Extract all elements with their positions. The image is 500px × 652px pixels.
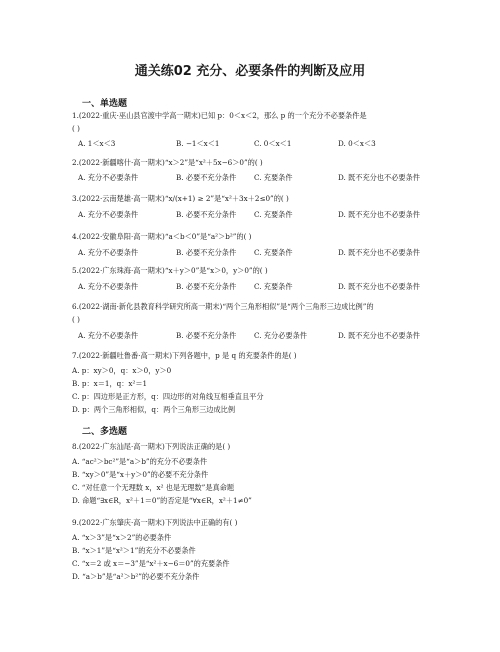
option-c: C. 0＜x＜1	[254, 139, 292, 148]
option-d: D. 既不充分也不必要条件	[338, 282, 420, 291]
option-a: A. 充分不必要条件	[78, 282, 139, 291]
question-8-option-a: A. “ac²＞bc²”是“a＞b”的充分不必要条件	[72, 457, 208, 466]
question-6-paren: ( )	[72, 315, 80, 324]
question-9-option-c: C. “x＝2 或 x＝−3”是“x²＋x−6＝0”的充要条件	[72, 559, 230, 568]
option-b: B. 必要不充分条件	[176, 331, 237, 340]
option-b: B. 必要不充分条件	[176, 248, 237, 257]
question-7-option-d: D. p：两个三角形相似，q：两个三角形三边成比例	[72, 405, 236, 414]
option-c: C. 充分必要条件	[254, 331, 307, 340]
option-c: C. 充要条件	[254, 173, 293, 182]
question-7-option-a: A. p：xy＞0，q：x＞0，y＞0	[72, 366, 172, 375]
question-1-paren: ( )	[72, 124, 80, 133]
question-9-option-d: D. “a＞b”是“a²＞b²”的必要不充分条件	[72, 572, 200, 581]
section-heading-single-choice: 一、单选题	[82, 99, 128, 109]
option-d: D. 既不充分也不必要条件	[338, 331, 420, 340]
question-7-option-b: B. p：x＝1，q：x²＝1	[72, 379, 148, 388]
question-7-option-c: C. p：四边形是正方形，q：四边形的对角线互相垂直且平分	[72, 392, 264, 401]
question-9-option-a: A. “x＞3”是“x＞2”的必要条件	[72, 533, 172, 542]
question-8-option-b: B. “xy＞0”是“x＋y＞0”的必要不充分条件	[72, 470, 209, 479]
option-a: A. 充分不必要条件	[78, 331, 139, 340]
question-9-stem: 9.(2022·广东肇庆·高一期末)下列说法中正确的有( )	[72, 518, 238, 527]
question-6-options	[78, 331, 438, 343]
question-7-stem: 7.(2022·新疆吐鲁番·高一期末)下列各题中，p 是 q 的充要条件的是( )	[72, 351, 297, 360]
option-a: A. 充分不必要条件	[78, 210, 139, 219]
question-3-stem: 3.(2022·云南楚雄·高一期末)“x/(x+1) ≥ 2”是“x²＋3x＋2≤0”的( )	[72, 194, 289, 203]
question-1-options	[78, 139, 438, 151]
option-b: B. 必要不充分条件	[176, 210, 237, 219]
question-9-option-b: B. “x＞1”是“x²＞1”的充分不必要条件	[72, 546, 196, 555]
question-5-stem: 5.(2022·广东珠海·高一期末)“x＋y＞0”是“x＞0，y＞0”的( )	[72, 266, 268, 275]
question-4-options	[78, 248, 438, 260]
question-2-stem: 2.(2022·新疆喀什·高一期末)“x＞2”是“x²＋5x−6＞0”的( )	[72, 158, 263, 167]
question-6-stem: 6.(2022·湖南·新化县教育科学研究所高一期末)“两个三角形相似”是“两个三角形三边成比例”的	[72, 302, 374, 311]
option-c: C. 充要条件	[254, 248, 293, 257]
option-a: A. 充分不必要条件	[78, 173, 139, 182]
question-5-options	[78, 282, 438, 294]
option-d: D. 既不充分也不必要条件	[338, 173, 420, 182]
option-a: A. 1＜x＜3	[78, 139, 116, 148]
question-4-stem: 4.(2022·安徽阜阳·高一期末)“a＜b＜0”是“a²＞b²”的( )	[72, 232, 252, 241]
page-title: 通关练02 充分、必要条件的判断及应用	[134, 64, 366, 79]
question-8-option-d: D. 命题“∃x∈R，x²＋1＝0”的否定是“∀x∈R，x²＋1≠0”	[72, 496, 252, 505]
question-2-options	[78, 173, 438, 185]
option-b: B. 必要不充分条件	[176, 173, 237, 182]
option-d: D. 既不充分也不必要条件	[338, 248, 420, 257]
question-8-stem: 8.(2022·广东汕尾·高一期末)下列说法正确的是( )	[72, 442, 231, 451]
option-d: D. 既不充分也不必要条件	[338, 210, 420, 219]
option-d: D. 0＜x＜3	[338, 139, 376, 148]
option-a: A. 充分不必要条件	[78, 248, 139, 257]
question-1-stem: 1.(2022·重庆·巫山县官渡中学高一期末)已知 p：0＜x＜2，那么 p 的一个充分不必要条件是	[72, 111, 367, 120]
option-b: B. 必要不充分条件	[176, 282, 237, 291]
option-b: B. −1＜x＜1	[176, 139, 220, 148]
section-heading-multi-choice: 二、多选题	[82, 427, 128, 437]
option-c: C. 充要条件	[254, 210, 293, 219]
question-8-option-c: C. “对任意一个无理数 x，x² 也是无理数”是真命题	[72, 483, 235, 492]
option-c: C. 充要条件	[254, 282, 293, 291]
question-3-options	[78, 210, 438, 222]
